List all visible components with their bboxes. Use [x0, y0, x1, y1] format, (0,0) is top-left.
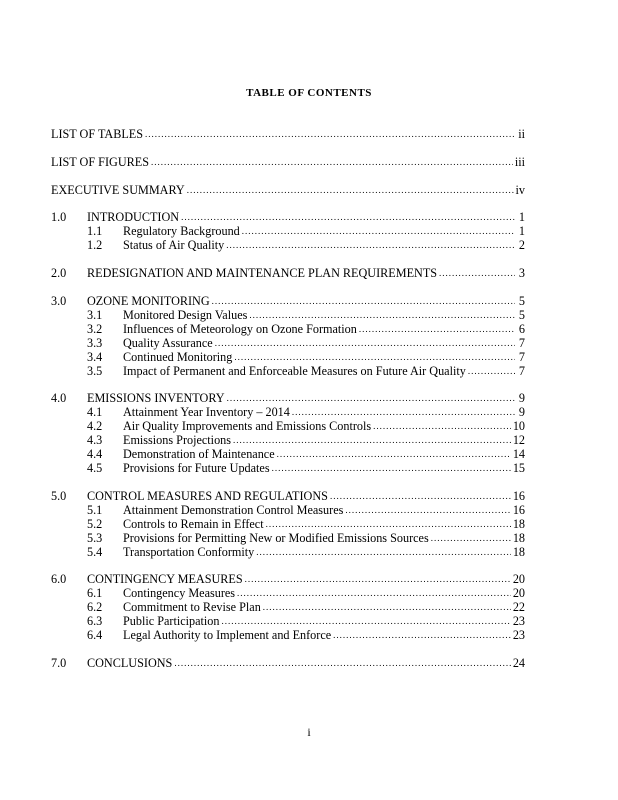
toc-entry-title: Provisions for Future Updates	[123, 461, 270, 475]
dot-leader	[245, 572, 511, 587]
toc-entry-number: 6.1	[87, 586, 103, 600]
toc-entry-title: EMISSIONS INVENTORY	[87, 391, 225, 405]
toc-entry-page: 9	[518, 405, 525, 419]
toc-entry[interactable]	[87, 322, 525, 337]
dot-leader	[151, 155, 513, 170]
dot-leader	[227, 391, 515, 406]
toc-entry[interactable]	[87, 461, 525, 476]
page-title: TABLE OF CONTENTS	[246, 87, 372, 99]
toc-entry[interactable]	[51, 210, 525, 225]
toc-entry-page: 12	[512, 433, 525, 447]
dot-leader	[345, 503, 510, 518]
dot-leader	[233, 433, 511, 448]
toc-entry-title: INTRODUCTION	[87, 210, 180, 224]
toc-entry-title: Influences of Meteorology on Ozone Formation	[123, 322, 357, 336]
toc-entry[interactable]	[87, 517, 525, 532]
toc-entry-title: Public Participation	[123, 614, 220, 628]
toc-entry-page: 1	[518, 224, 525, 238]
dot-leader	[234, 350, 515, 365]
toc-entry[interactable]	[51, 266, 525, 281]
toc-entry-number: 5.2	[87, 517, 103, 531]
toc-entry-page: 1	[518, 210, 525, 224]
toc-entry-title: Controls to Remain in Effect	[123, 517, 264, 531]
dot-leader	[431, 531, 511, 546]
toc-entry-number: 4.4	[87, 447, 103, 461]
toc-entry-number: 3.4	[87, 350, 103, 364]
toc-entry-page: 2	[518, 238, 525, 252]
toc-entry[interactable]	[87, 308, 525, 323]
toc-entry-page: 18	[512, 545, 525, 559]
toc-entry[interactable]	[87, 447, 525, 462]
toc-entry-page: 16	[512, 489, 525, 503]
toc-entry-title: Contingency Measures	[123, 586, 236, 600]
toc-entry-number: 1.0	[51, 210, 67, 224]
toc-entry-number: 4.0	[51, 391, 67, 405]
toc-entry-title: Regulatory Background	[123, 224, 240, 238]
toc-entry-title: CONTINGENCY MEASURES	[87, 572, 243, 586]
toc-entry-page: 15	[512, 461, 525, 475]
dot-leader	[359, 322, 515, 337]
toc-entry[interactable]	[87, 419, 525, 434]
toc-entry-page: iv	[515, 183, 525, 197]
toc-entry-number: 3.5	[87, 364, 103, 378]
toc-entry-page: 7	[518, 364, 525, 378]
toc-entry-page: 7	[518, 350, 525, 364]
toc-entry-page: 14	[512, 447, 525, 461]
toc-entry-title: Quality Assurance	[123, 336, 213, 350]
dot-leader	[174, 656, 510, 671]
dot-leader	[221, 614, 510, 629]
toc-entry-number: 3.3	[87, 336, 103, 350]
toc-entry-title: Emissions Projections	[123, 433, 231, 447]
toc-entry-number: 4.5	[87, 461, 103, 475]
dot-leader	[242, 224, 515, 239]
toc-entry-title: OZONE MONITORING	[87, 294, 210, 308]
toc-entry-page: 18	[512, 531, 525, 545]
toc-entry-number: 6.0	[51, 572, 67, 586]
dot-leader	[277, 447, 511, 462]
toc-entry-title: Continued Monitoring	[123, 350, 233, 364]
toc-entry-number: 6.2	[87, 600, 103, 614]
toc-entry-number: 3.2	[87, 322, 103, 336]
toc-entry-title: Impact of Permanent and Enforceable Measures on Future Air Quality	[123, 364, 466, 378]
toc-entry[interactable]	[51, 572, 525, 587]
toc-entry-page: 5	[518, 294, 525, 308]
dot-leader	[145, 127, 515, 142]
dot-leader	[439, 266, 515, 281]
toc-entry[interactable]	[51, 155, 525, 170]
toc-entry-title: Transportation Conformity	[123, 545, 255, 559]
toc-entry[interactable]	[87, 433, 525, 448]
toc-entry[interactable]	[51, 183, 525, 198]
toc-entry[interactable]	[87, 224, 525, 239]
dot-leader	[468, 364, 515, 379]
toc-entry[interactable]	[87, 336, 525, 351]
toc-entry-title: LIST OF FIGURES	[51, 155, 149, 169]
toc-entry[interactable]	[51, 391, 525, 406]
toc-entry-title: Attainment Year Inventory – 2014	[123, 405, 290, 419]
toc-entry-title: EXECUTIVE SUMMARY	[51, 183, 185, 197]
toc-entry-number: 3.0	[51, 294, 67, 308]
toc-entry[interactable]	[51, 489, 525, 504]
page-number: i	[307, 725, 311, 739]
toc-entry-number: 6.3	[87, 614, 103, 628]
dot-leader	[256, 545, 511, 560]
toc-entry-number: 1.2	[87, 238, 103, 252]
toc-entry[interactable]	[87, 238, 525, 253]
toc-entry-number: 5.1	[87, 503, 103, 517]
toc-entry-title: Demonstration of Maintenance	[123, 447, 275, 461]
toc-entry-page: ii	[518, 127, 525, 141]
dot-leader	[266, 517, 511, 532]
toc-entry-page: 23	[512, 614, 525, 628]
toc-entry-page: 6	[518, 322, 525, 336]
toc-entry[interactable]	[51, 294, 525, 309]
toc-entry-title: Legal Authority to Implement and Enforce	[123, 628, 332, 642]
toc-entry-title: Attainment Demonstration Control Measures	[123, 503, 344, 517]
dot-leader	[292, 405, 515, 420]
dot-leader	[226, 238, 515, 253]
dot-leader	[187, 183, 514, 198]
toc-entry-number: 1.1	[87, 224, 103, 238]
toc-entry-page: 5	[518, 308, 525, 322]
toc-entry-page: 18	[512, 517, 525, 531]
toc-entry-page: 24	[512, 656, 525, 670]
toc-entry-number: 2.0	[51, 266, 67, 280]
toc-entry[interactable]	[87, 405, 525, 420]
dot-leader	[181, 210, 515, 225]
toc-entry[interactable]	[51, 127, 525, 142]
toc-entry[interactable]	[87, 545, 525, 560]
toc-entry[interactable]	[87, 350, 525, 365]
toc-entry-title: REDESIGNATION AND MAINTENANCE PLAN REQUIREMENTS	[87, 266, 438, 280]
toc-entry-page: 20	[512, 572, 525, 586]
toc-entry-number: 3.1	[87, 308, 103, 322]
toc-entry-title: Air Quality Improvements and Emissions Controls	[123, 419, 372, 433]
toc-entry[interactable]	[87, 586, 525, 601]
toc-entry-title: Provisions for Permitting New or Modified Emissions Sources	[123, 531, 429, 545]
toc-entry-page: 9	[518, 391, 525, 405]
toc-entry-number: 5.3	[87, 531, 103, 545]
dot-leader	[249, 308, 515, 323]
toc-entry[interactable]	[51, 656, 525, 671]
toc-entry-page: 22	[512, 600, 525, 614]
dot-leader	[237, 586, 511, 601]
toc-entry-title: Commitment to Revise Plan	[123, 600, 261, 614]
toc-entry-title: LIST OF TABLES	[51, 127, 144, 141]
toc-entry[interactable]	[87, 503, 525, 518]
dot-leader	[215, 336, 515, 351]
toc-entry-page: 3	[518, 266, 525, 280]
dot-leader	[373, 419, 511, 434]
toc-entry-title: CONTROL MEASURES AND REGULATIONS	[87, 489, 328, 503]
toc-entry[interactable]	[87, 531, 525, 546]
toc-entry-number: 5.4	[87, 545, 103, 559]
toc-entry-page: 20	[512, 586, 525, 600]
toc-entry-title: Status of Air Quality	[123, 238, 225, 252]
toc-entry[interactable]	[87, 628, 525, 643]
dot-leader	[272, 461, 511, 476]
toc-entry-number: 4.3	[87, 433, 103, 447]
toc-entry-page: 23	[512, 628, 525, 642]
toc-entry-page: 7	[518, 336, 525, 350]
dot-leader	[263, 600, 511, 615]
toc-entry[interactable]	[87, 614, 525, 629]
toc-entry-page: iii	[514, 155, 525, 169]
dot-leader	[330, 489, 511, 504]
dot-leader	[333, 628, 511, 643]
toc-entry-page: 16	[512, 503, 525, 517]
toc-entry-number: 5.0	[51, 489, 67, 503]
toc-entry[interactable]	[87, 600, 525, 615]
toc-entry-title: Monitored Design Values	[123, 308, 248, 322]
toc-entry-number: 7.0	[51, 656, 67, 670]
toc-entry[interactable]	[87, 364, 525, 379]
toc-entry-number: 6.4	[87, 628, 103, 642]
toc-entry-number: 4.2	[87, 419, 103, 433]
toc-entry-title: CONCLUSIONS	[87, 656, 173, 670]
toc-entry-number: 4.1	[87, 405, 103, 419]
dot-leader	[212, 294, 515, 309]
toc-entry-page: 10	[512, 419, 525, 433]
